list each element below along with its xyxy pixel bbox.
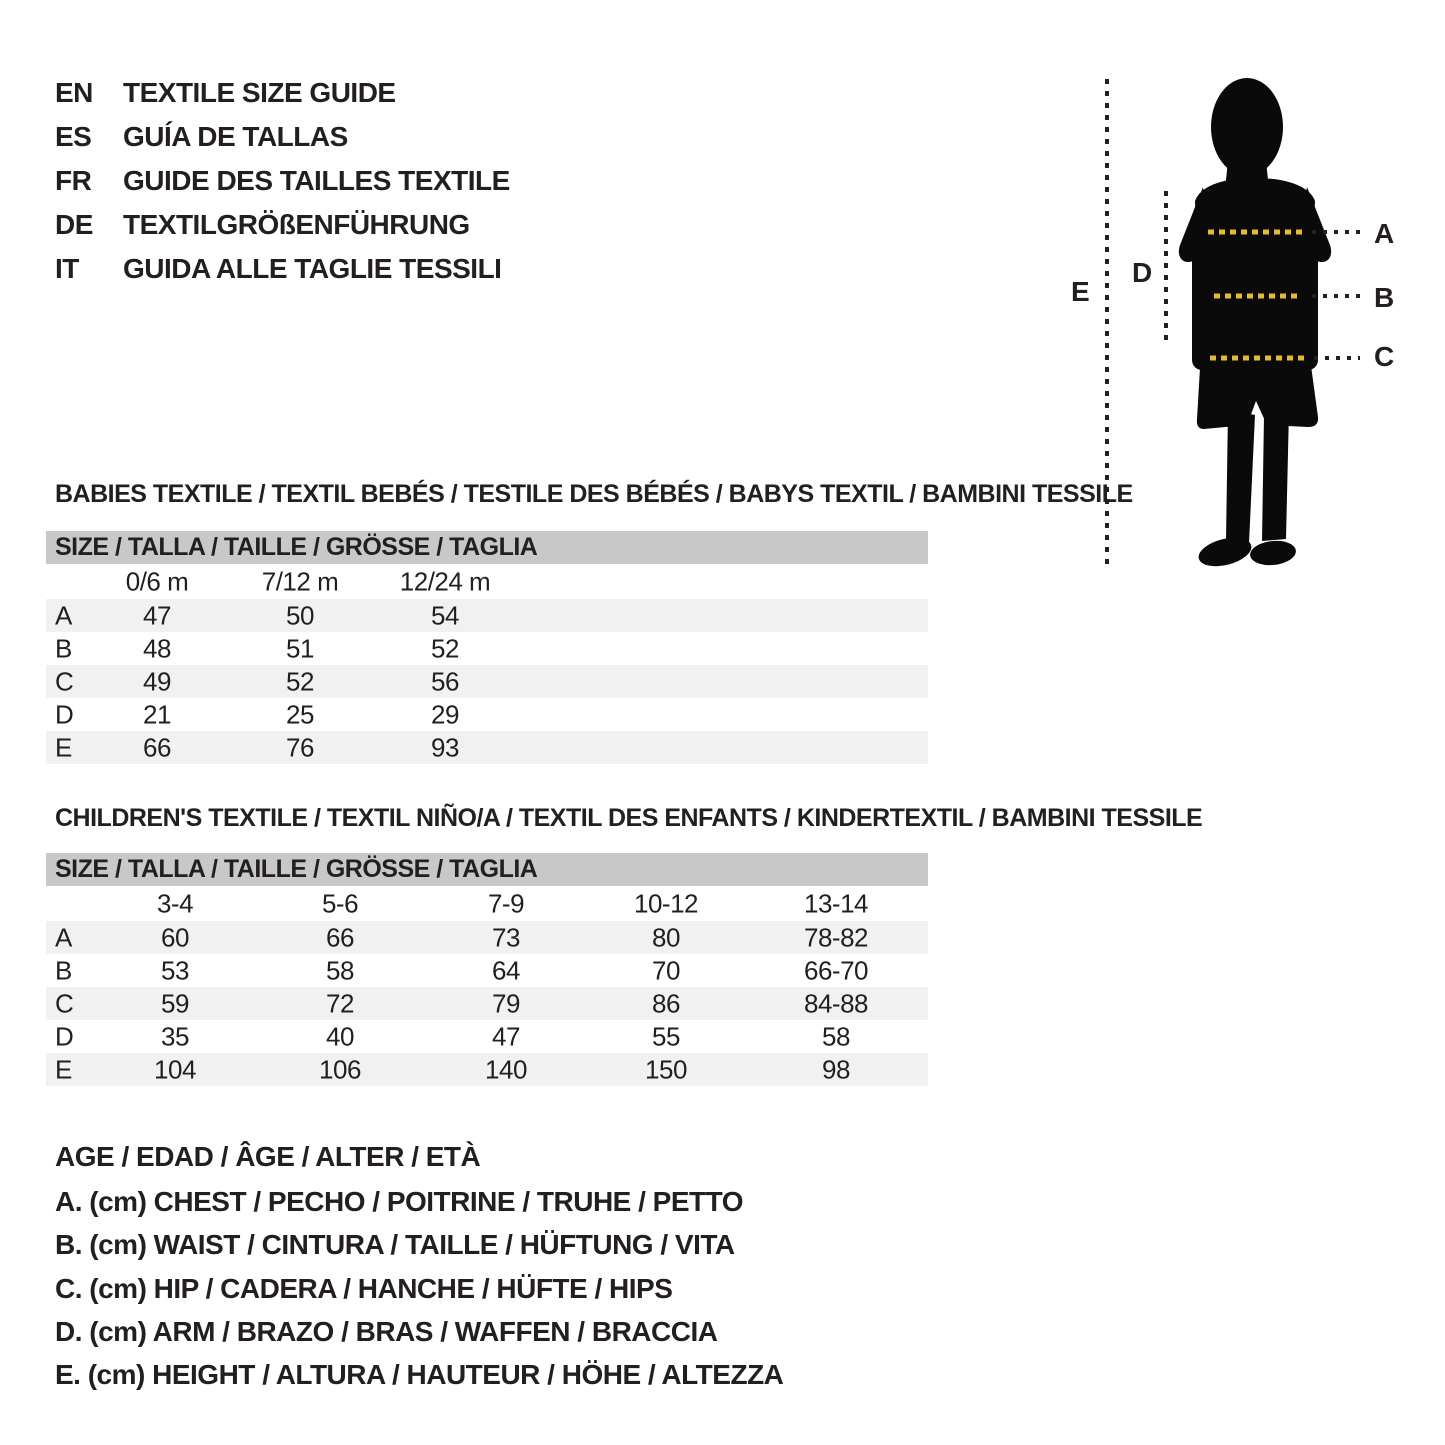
- babies-section-title: BABIES TEXTILE / TEXTIL BEBÉS / TESTILE DES BÉBÉS / BABYS TEXTIL / BAMBINI TESSILE: [55, 480, 1133, 508]
- table-cell: 70: [652, 955, 680, 985]
- table-cell: 64: [492, 955, 520, 985]
- row-letter: E: [55, 732, 73, 762]
- legend-line-arm: D. (cm) ARM / BRAZO / BRAS / WAFFEN / BRACCIA: [55, 1316, 718, 1347]
- legend-line-age: AGE / EDAD / ÂGE / ALTER / ETÀ: [55, 1141, 481, 1172]
- table-cell: 56: [431, 666, 459, 696]
- table-cell: 104: [154, 1054, 196, 1084]
- children-size-header: SIZE / TALLA / TAILLE / GRÖSSE / TAGLIA: [46, 853, 928, 886]
- table-cell: 80: [652, 922, 680, 952]
- table-row: [46, 599, 928, 632]
- table-cell: 66: [326, 922, 354, 952]
- column-header: 7/12 m: [261, 566, 339, 596]
- waist-label: B: [1374, 282, 1395, 313]
- table-cell: 140: [485, 1054, 527, 1084]
- language-code: DE: [55, 209, 93, 240]
- table-cell: 150: [645, 1054, 687, 1084]
- table-row: [46, 987, 928, 1020]
- legend-line-waist: B. (cm) WAIST / CINTURA / TAILLE / HÜFTUNG / VITA: [55, 1229, 735, 1260]
- children-table: [46, 853, 928, 1086]
- table-cell: 58: [326, 955, 354, 985]
- row-letter: A: [55, 600, 73, 630]
- table-cell: 55: [652, 1021, 680, 1051]
- legend-line-chest: A. (cm) CHEST / PECHO / POITRINE / TRUHE / PETTO: [55, 1186, 744, 1217]
- row-letter: B: [55, 955, 73, 985]
- row-letter: C: [55, 988, 74, 1018]
- row-letter: E: [55, 1054, 73, 1084]
- table-row: [46, 1020, 928, 1053]
- table-cell: 49: [143, 666, 171, 696]
- language-label: GUIDA ALLE TAGLIE TESSILI: [123, 253, 502, 284]
- language-row: [55, 166, 510, 196]
- language-code: IT: [55, 253, 79, 284]
- table-cell: 78-82: [804, 922, 868, 952]
- column-header: 7-9: [487, 888, 525, 918]
- row-letter: D: [55, 1021, 74, 1051]
- children-column-header-row: [46, 886, 928, 921]
- table-row: [46, 665, 928, 698]
- language-label: GUÍA DE TALLAS: [123, 121, 348, 152]
- table-cell: 106: [319, 1054, 361, 1084]
- language-row: [55, 210, 470, 240]
- row-letter: C: [55, 666, 74, 696]
- row-letter: D: [55, 699, 74, 729]
- babies-size-header: SIZE / TALLA / TAILLE / GRÖSSE / TAGLIA: [46, 531, 928, 564]
- table-cell: 60: [161, 922, 189, 952]
- table-cell: 53: [161, 955, 189, 985]
- language-label: GUIDE DES TAILLES TEXTILE: [123, 165, 510, 196]
- table-cell: 48: [143, 633, 171, 663]
- table-cell: 54: [431, 600, 459, 630]
- table-row: [46, 921, 928, 954]
- table-row: [46, 954, 928, 987]
- table-row: [46, 698, 928, 731]
- table-cell: 66: [143, 732, 171, 762]
- table-cell: 76: [286, 732, 314, 762]
- table-cell: 84-88: [804, 988, 868, 1018]
- column-header: 13-14: [804, 888, 868, 918]
- child-silhouette-diagram: [1050, 60, 1445, 590]
- language-row: [55, 254, 501, 284]
- table-cell: 47: [492, 1021, 520, 1051]
- language-row: [55, 78, 396, 108]
- table-cell: 52: [286, 666, 314, 696]
- table-row: [46, 632, 928, 665]
- column-header: 12/24 m: [399, 566, 491, 596]
- table-cell: 93: [431, 732, 459, 762]
- row-letter: B: [55, 633, 73, 663]
- table-cell: 73: [492, 922, 520, 952]
- table-row: [46, 1053, 928, 1086]
- table-cell: 66-70: [804, 955, 868, 985]
- table-cell: 52: [431, 633, 459, 663]
- babies-table: [46, 531, 928, 764]
- column-header: 5-6: [321, 888, 359, 918]
- language-row: [55, 122, 348, 152]
- language-label: TEXTILE SIZE GUIDE: [123, 77, 396, 108]
- table-cell: 47: [143, 600, 171, 630]
- row-letter: A: [55, 922, 73, 952]
- language-code: FR: [55, 165, 92, 196]
- column-header: 10-12: [634, 888, 698, 918]
- language-code: EN: [55, 77, 93, 108]
- table-cell: 40: [326, 1021, 354, 1051]
- language-label: TEXTILGRÖßENFÜHRUNG: [123, 209, 470, 240]
- legend-line-height: E. (cm) HEIGHT / ALTURA / HAUTEUR / HÖHE / ALTEZZA: [55, 1359, 784, 1390]
- table-cell: 59: [161, 988, 189, 1018]
- legend-line-hip: C. (cm) HIP / CADERA / HANCHE / HÜFTE / HIPS: [55, 1273, 673, 1304]
- hip-label: C: [1374, 341, 1395, 372]
- column-header: 0/6 m: [125, 566, 189, 596]
- table-row: [46, 731, 928, 764]
- child-silhouette: [1179, 78, 1331, 571]
- table-cell: 98: [822, 1054, 850, 1084]
- height-label: E: [1071, 276, 1090, 307]
- chest-label: A: [1374, 218, 1395, 249]
- children-section-title: CHILDREN'S TEXTILE / TEXTIL NIÑO/A / TEXTIL DES ENFANTS / KINDERTEXTIL / BAMBINI TESSILE: [55, 804, 1203, 832]
- table-cell: 29: [431, 699, 459, 729]
- table-cell: 50: [286, 600, 314, 630]
- babies-column-header-row: [46, 564, 928, 599]
- table-cell: 86: [652, 988, 680, 1018]
- table-cell: 58: [822, 1021, 850, 1051]
- table-cell: 21: [143, 699, 171, 729]
- table-cell: 72: [326, 988, 354, 1018]
- table-cell: 79: [492, 988, 520, 1018]
- language-code: ES: [55, 121, 92, 152]
- table-cell: 35: [161, 1021, 189, 1051]
- column-header: 3-4: [156, 888, 194, 918]
- table-cell: 51: [286, 633, 314, 663]
- arm-label: D: [1132, 257, 1153, 288]
- table-cell: 25: [286, 699, 314, 729]
